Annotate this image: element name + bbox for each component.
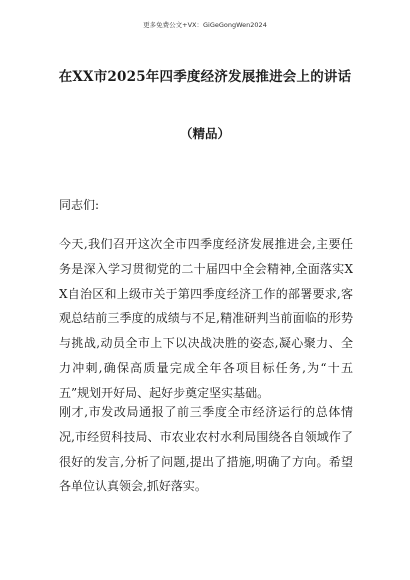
document-title: 在XX市2025年四季度经济发展推进会上的讲话 xyxy=(58,69,352,85)
header-note: 更多免费公文+VX：GiGeGongWen2024 xyxy=(143,21,267,29)
paragraph: 刚才,市发改局通报了前三季度全市经济运行的总体情况,市经贸科技局、市农业农村水利局围绕各自领域作了很好的发言,分析了问题,提出了措施,明确了方向。希望各单位认真领会,抓好落实。 xyxy=(59,405,353,494)
salutation: 同志们: xyxy=(59,198,100,212)
document-subtitle: （精品） xyxy=(179,126,230,141)
paragraph: 今天,我们召开这次全市四季度经济发展推进会,主要任务是深入学习贯彻党的二十届四中全会精神,全面落实XX自治区和上级市关于第四季度经济工作的部署要求,客观总结前三季度的成绩与不足,精准研判当前面临的形势与挑战,动员全市上下以决战决胜的姿态,凝心聚力、全力冲刺,确保高质量完成全年各项目标任务,为“十五五”规划开好局、起好步奠定坚实基础。 xyxy=(59,237,353,400)
